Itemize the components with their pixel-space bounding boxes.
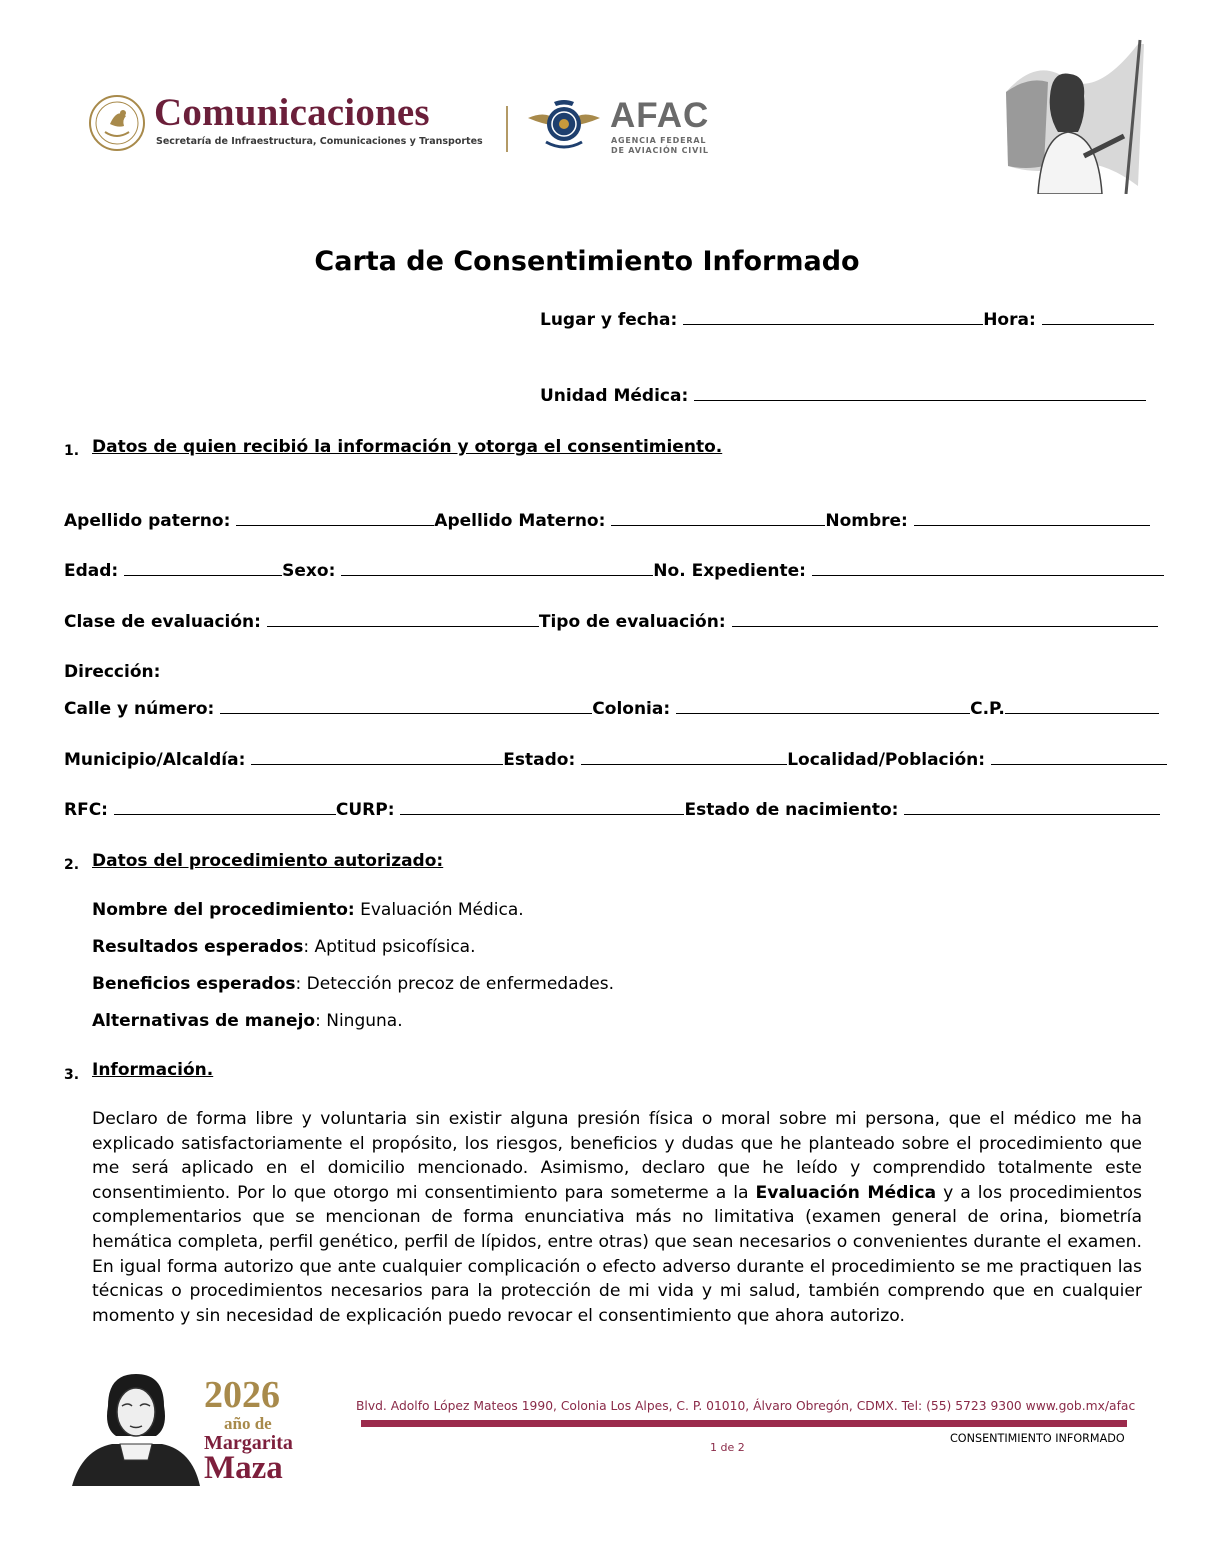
- municipality-label: Municipio/Alcaldía:: [64, 750, 246, 770]
- colony-label: Colonia:: [592, 699, 671, 719]
- rfc-row: [64, 800, 1160, 824]
- paternal-surname-label: Apellido paterno:: [64, 511, 231, 531]
- section-2-number: 2.: [64, 857, 80, 873]
- medical-unit-field[interactable]: [694, 386, 1146, 401]
- brand-title: Comunicaciones: [154, 91, 430, 134]
- evaluation-class-label: Clase de evaluación:: [64, 612, 261, 632]
- age-field[interactable]: [124, 561, 282, 576]
- info-part1: Declaro de forma libre y voluntaria sin existir alguna presión física o moral sobre mi persona, que el médico me ha explicado satisfactoriamente el propósito, los riesgos, beneficios y dudas que he planteado sobre el procedimiento que me será aplicado en el domicilio mencionado. Asimismo, declaro que he leído y comprendido totalmente este consentimiento. Por lo que otorgo mi consentimiento para someterme a la: [92, 1109, 1142, 1203]
- paternal-surname-field[interactable]: [236, 511, 434, 526]
- procedure-name-row: [92, 900, 524, 920]
- alternatives-value: Ninguna.: [326, 1011, 403, 1031]
- file-number-field[interactable]: [812, 561, 1164, 576]
- curp-field[interactable]: [400, 800, 684, 815]
- birth-state-label: Estado de nacimiento:: [684, 800, 899, 820]
- name-field[interactable]: [914, 511, 1150, 526]
- sex-label: Sexo:: [282, 561, 336, 581]
- results-label: Resultados esperados: [92, 937, 304, 957]
- age-label: Edad:: [64, 561, 119, 581]
- commemorative-name-first: Margarita: [204, 1432, 293, 1454]
- expected-benefits-row: Beneficios esperados: Detección precoz de enfermedades.: [92, 974, 615, 994]
- afac-emblem-icon: [526, 96, 602, 156]
- names-row: [64, 511, 1150, 535]
- name-label: Nombre:: [825, 511, 908, 531]
- curp-label: CURP:: [335, 800, 395, 820]
- municipality-row: [64, 750, 1167, 774]
- info-bold-procedure: Evaluación Médica: [755, 1182, 937, 1203]
- section-3-heading: Información.: [92, 1060, 214, 1080]
- afac-subtitle-line2: DE AVIACIÓN CIVIL: [611, 146, 709, 155]
- maternal-surname-field[interactable]: [611, 511, 825, 526]
- colony-field[interactable]: [676, 699, 970, 714]
- rfc-label: RFC:: [64, 800, 108, 820]
- state-label: Estado:: [503, 750, 576, 770]
- evaluation-class-field[interactable]: [267, 612, 539, 627]
- page-number: 1 de 2: [710, 1441, 745, 1454]
- locality-label: Localidad/Población:: [787, 750, 986, 770]
- benefits-label: Beneficios esperados: [92, 974, 296, 994]
- zip-label: C.P.: [970, 699, 1005, 719]
- evaluation-type-field[interactable]: [732, 612, 1158, 627]
- afac-name: AFAC: [610, 96, 710, 135]
- age-sex-row: [64, 561, 1164, 585]
- place-date-row: [540, 310, 1154, 334]
- margarita-maza-portrait: [72, 1370, 202, 1486]
- state-field[interactable]: [581, 750, 787, 765]
- information-paragraph: [92, 1107, 1142, 1328]
- place-date-label: Lugar y fecha:: [540, 310, 678, 330]
- medical-unit-label: Unidad Médica:: [540, 386, 689, 406]
- address-label: Dirección:: [64, 662, 161, 682]
- procedure-value: Evaluación Médica.: [360, 900, 524, 920]
- results-value: Aptitud psicofísica.: [314, 937, 476, 957]
- sex-field[interactable]: [341, 561, 653, 576]
- document-title: Carta de Consentimiento Informado: [314, 246, 860, 277]
- evaluation-type-label: Tipo de evaluación:: [538, 612, 726, 632]
- street-field[interactable]: [220, 699, 592, 714]
- header-logos: [88, 92, 728, 156]
- time-label: Hora:: [983, 310, 1036, 330]
- municipality-field[interactable]: [251, 750, 503, 765]
- benefits-value: Detección precoz de enfermedades.: [306, 974, 615, 994]
- commemorative-year-de: año de: [224, 1414, 272, 1433]
- street-row: [64, 699, 1159, 723]
- commemorative-year: 2026: [204, 1374, 280, 1416]
- heroine-flag-illustration: [998, 36, 1150, 194]
- rfc-field[interactable]: [114, 800, 336, 815]
- place-date-field[interactable]: [683, 310, 983, 325]
- section-1-heading: Datos de quien recibió la información y otorga el consentimiento.: [92, 437, 723, 457]
- brand-subtitle: Secretaría de Infraestructura, Comunicaciones y Transportes: [156, 136, 483, 147]
- expected-results-row: Resultados esperados: Aptitud psicofísica.: [92, 937, 476, 957]
- afac-subtitle-line1: AGENCIA FEDERAL: [611, 136, 707, 145]
- birth-state-field[interactable]: [904, 800, 1160, 815]
- footer-document-name: CONSENTIMIENTO INFORMADO: [950, 1432, 1125, 1445]
- footer-bar: [361, 1420, 1127, 1427]
- zip-field[interactable]: [1005, 699, 1159, 714]
- info-part2: y a los procedimientos complementarios que se mencionan de forma enunciativa más no limitativa (examen general de orina, biometría hemática completa, perfil genético, perfil de lípidos, entre otras) que sean necesarios o convenientes durante el examen. En igual forma autorizo que ante cualquier complicación o efecto adverso durante el procedimiento se me practiquen las técnicas o procedimientos necesarios para la protección de mi vida y mi salud, también comprendo que en cualquier momento y sin necesidad de explicación puedo revocar el consentimiento que ahora autorizo.: [92, 1182, 1143, 1326]
- mexico-seal-icon: [88, 94, 146, 152]
- time-field[interactable]: [1042, 310, 1154, 325]
- maternal-surname-label: Apellido Materno:: [434, 511, 606, 531]
- brand-divider: [506, 106, 508, 152]
- street-label: Calle y número:: [64, 699, 215, 719]
- procedure-label: Nombre del procedimiento:: [92, 900, 355, 920]
- locality-field[interactable]: [991, 750, 1167, 765]
- section-1-number: 1.: [64, 443, 80, 459]
- alternatives-row: Alternativas de manejo: Ninguna.: [92, 1011, 403, 1031]
- file-number-label: No. Expediente:: [653, 561, 806, 581]
- evaluation-row: [64, 612, 1158, 636]
- alternatives-label: Alternativas de manejo: [92, 1011, 316, 1031]
- medical-unit-row: [540, 386, 1146, 410]
- address-heading: [64, 662, 160, 686]
- commemorative-name-last: Maza: [204, 1450, 283, 1486]
- footer-address: Blvd. Adolfo López Mateos 1990, Colonia Los Alpes, C. P. 01010, Álvaro Obregón, CDMX. Tel: (55) 5723 9300 www.gob.mx/afac: [356, 1399, 1136, 1413]
- section-3-number: 3.: [64, 1067, 80, 1083]
- section-2-heading: Datos del procedimiento autorizado:: [92, 851, 444, 871]
